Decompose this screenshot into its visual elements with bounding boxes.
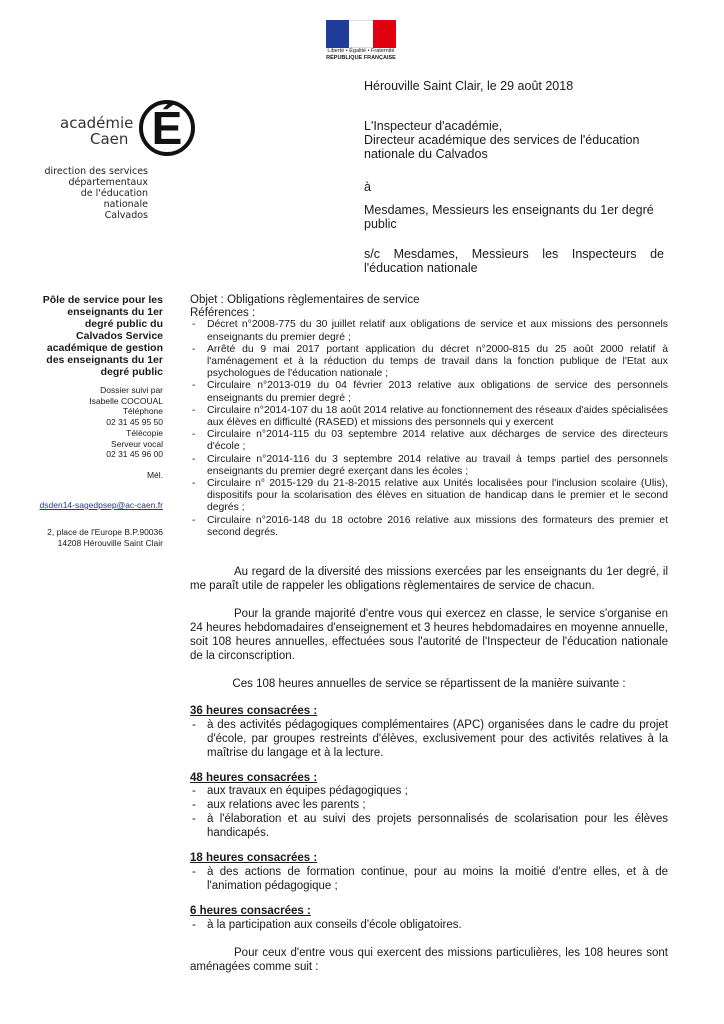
contact-line: Dossier suivi par	[100, 385, 163, 395]
republic-name: RÉPUBLIQUE FRANÇAISE	[326, 55, 396, 61]
sender-line: L'Inspecteur d'académie,	[364, 119, 503, 133]
contact-line: Télécopie	[126, 427, 163, 438]
recipient-teachers: Mesdames, Messieurs les enseignants du 1er degré public	[364, 203, 654, 231]
address-line: 2, place de l'Europe B.P.90036	[47, 527, 163, 537]
section-48h-list	[190, 784, 668, 840]
contact-line: 02 31 45 96 00	[106, 449, 163, 460]
references-label: Références :	[190, 306, 256, 319]
contact-line	[36, 460, 163, 470]
section-item: - à des activités pédagogiques complémentaires (APC) organisées dans le cadre du projet d'école, par groupes restreints d'élèves, exclusivement pour des activités relatives à la maîtrise du langage et à la lecture.	[190, 718, 668, 760]
reference-item: - Circulaire n°2016-148 du 18 octobre 2016 relative aux missions des formateurs des premier et second degrés.	[190, 515, 668, 539]
dsden-line: départementaux	[68, 177, 148, 188]
academie-city: Caen	[90, 130, 129, 148]
section-36h-title: 36 heures consacrées :	[190, 705, 318, 718]
section-item: - aux relations avec les parents ;	[190, 798, 668, 812]
section-item: - à la participation aux conseils d'école obligatoires.	[190, 918, 668, 932]
reference-item: - Circulaire n°2014-107 du 18 août 2014 relative au fonctionnement des réseaux d'aides spécialisées aux élèves en difficulté (RASED) et missions des personnels qui y exercent	[190, 405, 668, 429]
references-list	[190, 319, 668, 539]
contact-line: Téléphone	[122, 406, 163, 417]
objet-line: Objet : Obligations règlementaires de service	[190, 294, 420, 306]
paragraph-service: Pour la grande majorité d'entre vous qui exercez en classe, le service s'organise en 24 heures hebdomadaires d'enseignement et 3 heures hebdomadaires en moyenne annuelle, soit 108 heures annuelles, effectuées sous l'autorité de l'Inspecteur de l'éducation nationale de la circonscription.	[190, 608, 668, 663]
reference-item: - Arrêté du 9 mai 2017 portant application du décret n°2000-815 du 25 août 2000 relatif à l'aménagement et à la réduction du temps de travail dans la fonction publique de l'Etat aux psychologues de l'éducation nationale ;	[190, 344, 668, 381]
marianne-flag	[326, 20, 396, 48]
reference-item: - Circulaire n°2014-116 du 3 septembre 2014 relative au travail à temps partiel des personnels enseignants du premier degré exerçant dans les écoles ;	[190, 454, 668, 478]
reference-item: - Circulaire n°2013-019 du 04 février 2013 relative aux obligations de service des personnels enseignants du premier degré ;	[190, 380, 668, 404]
recipient-inspectors: s/c Mesdames, Messieurs les Inspecteurs de l'éducation nationale	[364, 247, 664, 275]
academie-e-mark: É	[139, 100, 195, 156]
sender-block	[364, 119, 664, 161]
contact-line: Mél.	[146, 469, 163, 480]
section-item: - à des actions de formation continue, pour au moins la moitié d'entre elles, et à de l'animation pédagogique ;	[190, 865, 668, 893]
academie-logo	[56, 92, 183, 162]
contact-line: 02 31 45 95 50	[106, 417, 163, 428]
contact-block	[36, 385, 163, 481]
marianne-logo	[326, 20, 396, 62]
section-48h-title: 48 heures consacrées :	[190, 771, 318, 784]
dsden-line: Calvados	[104, 210, 148, 221]
section-18h-title: 18 heures consacrées :	[190, 852, 318, 865]
section-36h-list	[190, 718, 668, 760]
dsden-line: direction des services	[44, 166, 148, 177]
place-date: Hérouville Saint Clair, le 29 août 2018	[364, 79, 574, 93]
paragraph-intro: Au regard de la diversité des missions exercées par les enseignants du 1er degré, il me paraît utile de rappeler les obligations règlementaires de service de chacun.	[190, 566, 668, 593]
addressee-a: à	[364, 180, 371, 194]
dsden-line: de l'éducation nationale	[80, 188, 148, 210]
section-item: - aux travaux en équipes pédagogiques ;	[190, 784, 668, 798]
republic-motto: Liberté • Égalité • Fraternité	[327, 48, 395, 54]
letter-body	[190, 294, 668, 974]
reference-item: - Circulaire n° 2015-129 du 21-8-2015 relative aux Unités localisées pour l'inclusion scolaire (Ulis), dispositifs pour la scolarisation des élèves en situation de handicap dans le premier et le second degrés ;	[190, 478, 668, 515]
postal-address	[36, 527, 163, 549]
pole-service-label: Pôle de service pour les enseignants du 1er degré public du Calvados Service académique de gestion des enseignants du 1er degré public	[42, 294, 163, 378]
section-6h-list	[190, 918, 668, 932]
section-18h-list	[190, 865, 668, 893]
address-line: 14208 Hérouville Saint Clair	[57, 538, 163, 548]
paragraph-missions: Pour ceux d'entre vous qui exercent des missions particulières, les 108 heures sont aménagées comme suit :	[190, 946, 668, 973]
sender-line: Directeur académique des services de l'éducation nationale du Calvados	[364, 133, 640, 161]
section-item: - à l'élaboration et au suivi des projets personnalisés de scolarisation pour les élèves handicapés.	[190, 812, 668, 840]
section-6h-title: 6 heures consacrées :	[190, 905, 311, 918]
dsden-label	[36, 166, 148, 221]
email-link[interactable]: dsden14-sagedpsep@ac-caen.fr	[39, 500, 163, 510]
reference-item: - Décret n°2008-775 du 30 juillet relatif aux obligations de service et aux missions des personnels enseignants du premier degré ;	[190, 319, 668, 343]
contact-line: Isabelle COCOUAL	[89, 395, 163, 406]
paragraph-repartition: Ces 108 heures annuelles de service se répartissent de la manière suivante :	[232, 678, 626, 691]
contact-line: Serveur vocal	[111, 438, 163, 449]
academie-word: académie	[60, 114, 134, 132]
reference-item: - Circulaire n°2014-115 du 03 septembre 2014 relative aux décharges de service des directeurs d'école ;	[190, 429, 668, 453]
